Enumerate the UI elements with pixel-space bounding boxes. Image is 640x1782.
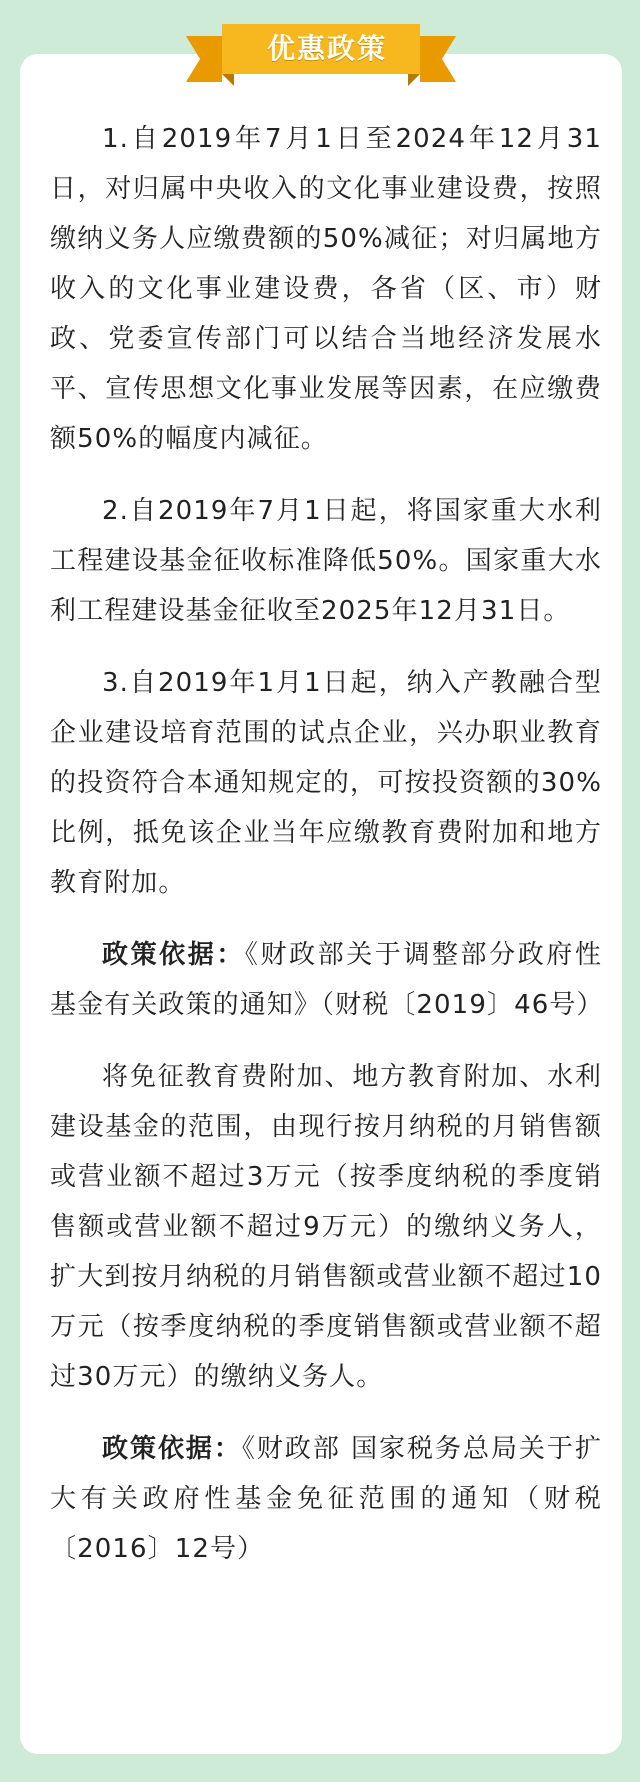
banner-right-fold [408,74,420,86]
basis-text: 《财政部关于调整部分政府性基金有关政策的通知》（财税〔2019〕46号） [50,940,604,1020]
policy-basis-2 [50,1424,602,1574]
policy-paragraph-2 [50,486,602,636]
basis-label: 政策依据： [102,940,245,970]
banner-title: 优惠政策 [266,32,387,65]
policy-content [50,114,602,1596]
paragraph-text: 1.自2019年7月1日至2024年12月31日，对归属中央收入的文化事业建设费，按照缴纳义务人应缴费额的50%减征；对归属地方收入的文化事业建设费，各省（区、市）财政、党委宣传部门可以结合当地经济发展水平、宣传思想文化事业发展等因素，在应缴费额50%的幅度内减征。 [50,124,602,454]
banner-left-ribbon [186,36,222,82]
paragraph-text: 2.自2019年7月1日起，将国家重大水利工程建设基金征收标准降低50%。国家重大水利工程建设基金征收至2025年12月31日。 [50,496,602,626]
policy-basis-1 [50,930,602,1030]
policy-paragraph-3 [50,658,602,908]
policy-paragraph-1 [50,114,602,464]
policy-paragraph-4 [50,1052,602,1402]
paragraph-text: 3.自2019年1月1日起，纳入产教融合型企业建设培育范围的试点企业，兴办职业教育的投资符合本通知规定的，可按投资额的30%比例，抵免该企业当年应缴教育费附加和地方教育附加。 [50,668,602,898]
basis-label: 政策依据： [102,1434,242,1464]
paragraph-text: 将免征教育费附加、地方教育附加、水利建设基金的范围，由现行按月纳税的月销售额或营业额不超过3万元（按季度纳税的季度销售额或营业额不超过9万元）的缴纳义务人，扩大到按月纳税的月销售额或营业额不超过10万元（按季度纳税的季度销售额或营业额不超过30万元）的缴纳义务人。 [50,1062,602,1392]
basis-text: 《财政部 国家税务总局关于扩大有关政府性基金免征范围的通知（财税〔2016〕12号） [50,1434,602,1564]
banner-left-fold [222,74,234,86]
